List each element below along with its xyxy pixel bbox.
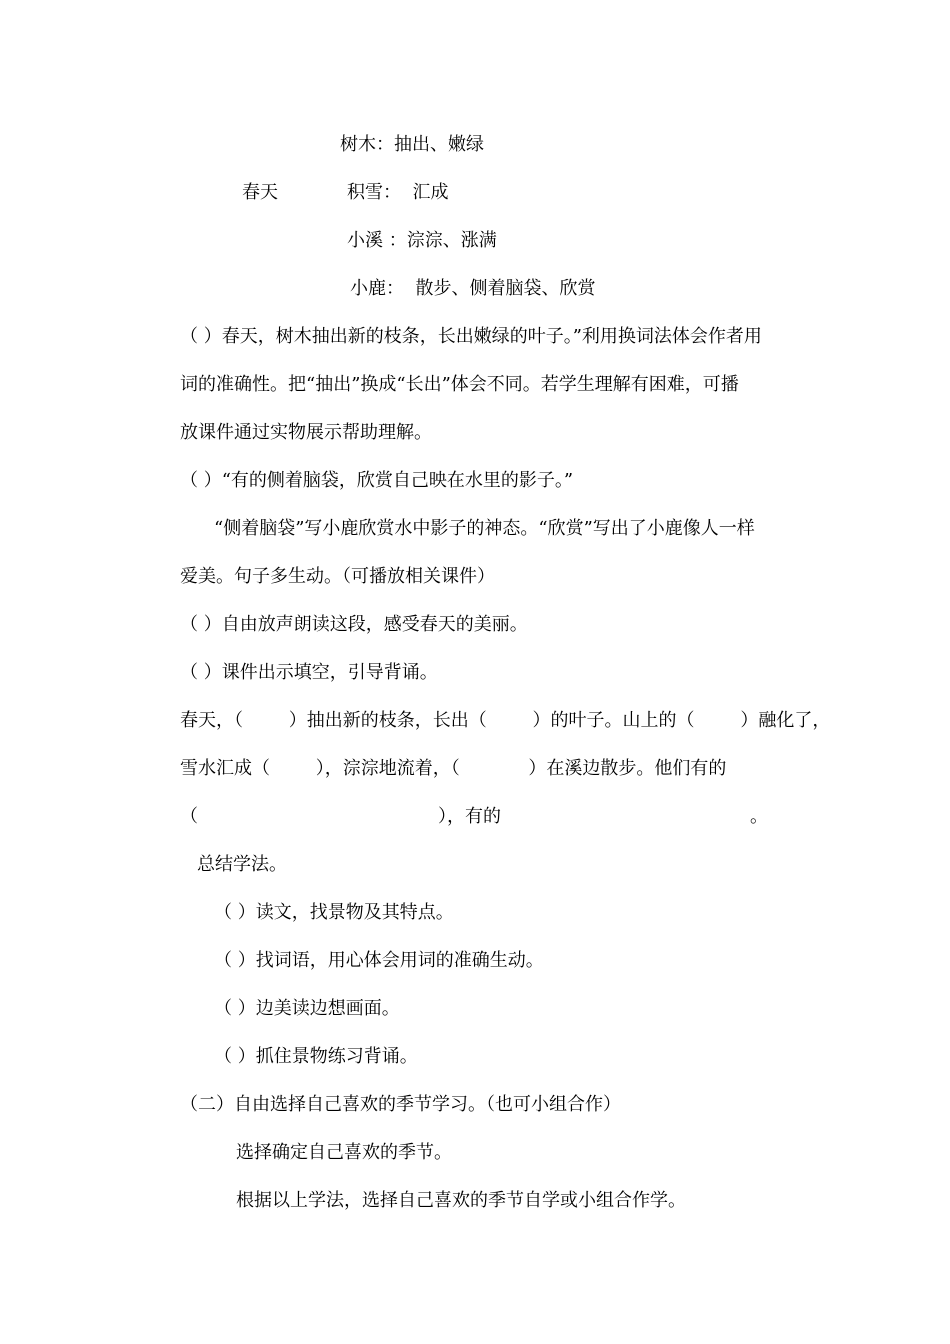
paragraph-line: 爱美。句子多生动。（可播放相关课件） [180,566,495,587]
paragraph-line: （ ）课件出示填空，引导背诵。 [180,662,438,683]
outline-deer-row: 小鹿： 散步、侧着脑袋、欣赏 [350,278,596,299]
section-two-line: 根据以上学法，选择自己喜欢的季节自学或小组合作学。 [236,1190,686,1211]
fill-blank-open-paren: （ [180,806,198,827]
summary-title: 总结学法。 [197,854,287,875]
paragraph-line: （ ）自由放声朗读这段，感受春天的美丽。 [180,614,528,635]
summary-item: （ ）边美读边想画面。 [214,998,400,1019]
paragraph-line: （ ）“有的侧着脑袋，欣赏自己映在水里的影子。” [180,470,574,491]
summary-item: （ ）读文，找景物及其特点。 [214,902,454,923]
outline-snow-row: 积雪： 汇成 [347,182,449,203]
paragraph-line: （ ）春天，树木抽出新的枝条，长出嫩绿的叶子。”利用换词法体会作者用 [180,326,762,347]
paragraph-line: 词的准确性。把“抽出”换成“长出”体会不同。若学生理解有困难，可播 [180,374,739,395]
section-two-line: 选择确定自己喜欢的季节。 [236,1142,452,1163]
fill-blank-mid-text: ），有的 [438,806,501,827]
paragraph-line: “侧着脑袋”写小鹿欣赏水中影子的神态。“欣赏”写出了小鹿像人一样 [214,518,755,539]
outline-stream-row: 小溪 ：淙淙、涨满 [347,230,497,251]
fill-blank-line: 春天，（ ）抽出新的枝条，长出（ ）的叶子。山上的（ ）融化了， [180,710,831,731]
summary-item: （ ）找词语，用心体会用词的准确生动。 [214,950,544,971]
fill-blank-line: 雪水汇成（ ），淙淙地流着，（ ）在溪边散步。他们有的 [180,758,727,779]
paragraph-line: 放课件通过实物展示帮助理解。 [180,422,432,443]
outline-spring-label: 春天 [242,182,278,203]
section-two-heading: （二）自由选择自己喜欢的季节学习。（也可小组合作） [180,1094,621,1115]
outline-trees-row: 树木：抽出、嫩绿 [340,134,484,155]
summary-item: （ ）抓住景物练习背诵。 [214,1046,418,1067]
fill-blank-end-period: 。 [750,806,768,827]
